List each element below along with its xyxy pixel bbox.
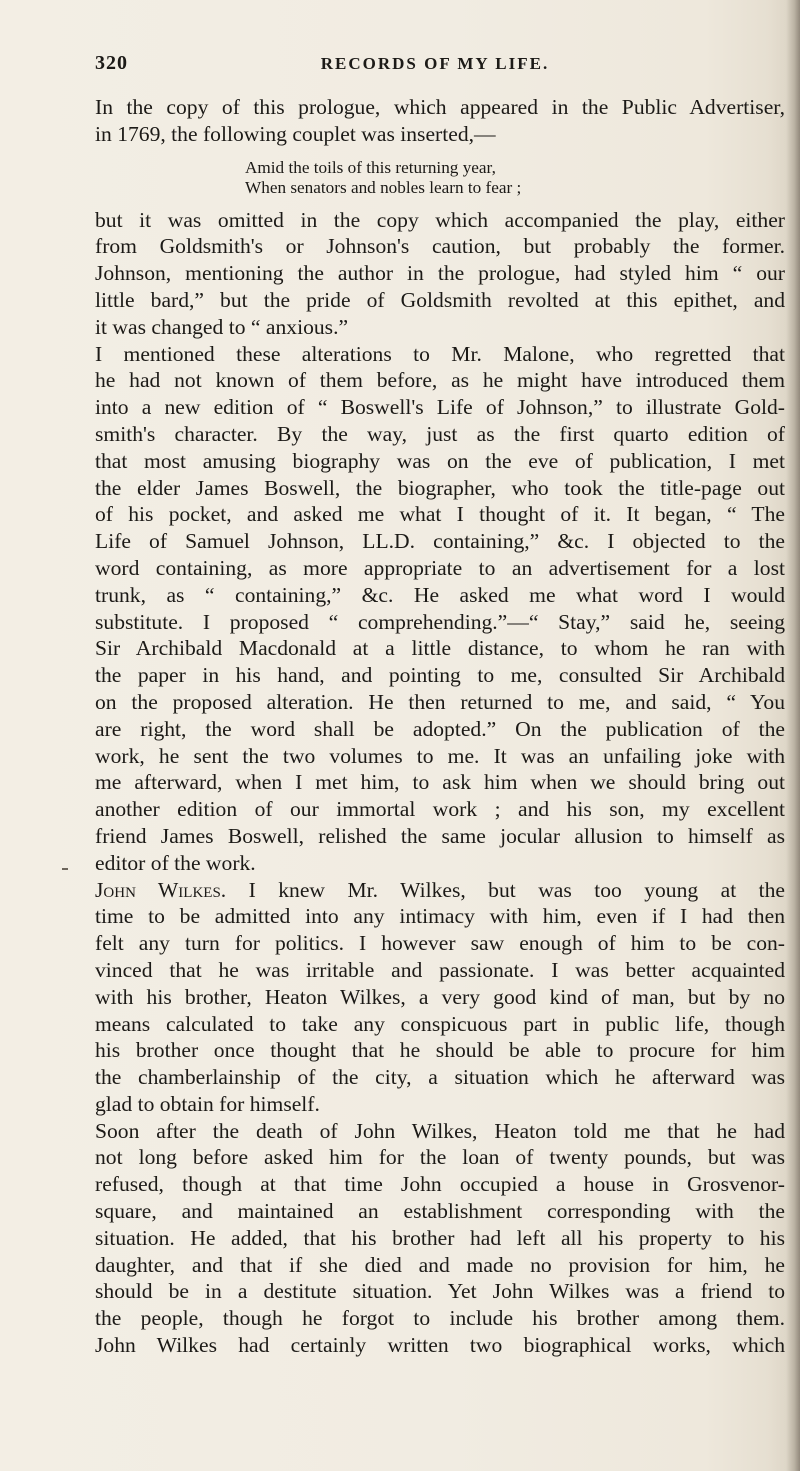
running-head: RECORDS OF MY LIFE.	[320, 54, 550, 73]
verse-line: Amid the toils of this returning year,	[245, 157, 496, 177]
text-line: the elder James Boswell, the biographer, who took the title-page out	[95, 475, 785, 500]
intro-paragraph	[95, 94, 785, 148]
text-line: vinced that he was irritable and passionate. I was better acquainted	[95, 957, 785, 982]
text-line: me afterward, when I met him, to ask him when we should bring out	[95, 770, 785, 795]
page-header	[95, 52, 775, 82]
text-fragment: I knew Mr. Wilkes, but was too young at the	[226, 877, 786, 902]
text-line: on the proposed alteration. He then returned to me, and said, “ You	[95, 689, 785, 714]
text-line: friend James Boswell, relished the same jocular allusion to himself as	[95, 823, 785, 848]
text-line: Johnson, mentioning the author in the prologue, had styled him “ our	[95, 261, 785, 286]
text-line: his brother once thought that he should be able to procure for him	[95, 1038, 785, 1063]
text-line: time to be admitted into any intimacy with him, even if I had then	[95, 904, 785, 929]
text-line: glad to obtain for himself.	[95, 1091, 320, 1116]
text-line: into a new edition of “ Boswell's Life of Johnson,” to illustrate Gold-	[95, 395, 785, 420]
text-line: means calculated to take any conspicuous part in public life, though	[95, 1011, 785, 1036]
text-line: square, and maintained an establishment corresponding with the	[95, 1199, 785, 1224]
body-paragraph	[95, 207, 785, 877]
page-number: 320	[95, 52, 128, 74]
margin-mark	[62, 868, 68, 870]
text-line: editor of the work.	[95, 850, 256, 875]
text-line: with his brother, Heaton Wilkes, a very good kind of man, but by no	[95, 984, 785, 1009]
text-line: little bard,” but the pride of Goldsmith revolted at this epithet, and	[95, 287, 785, 312]
text-line: that most amusing biography was on the eve of publication, I met	[95, 448, 785, 473]
text-line: Life of Samuel Johnson, LL.D. containing,” &c. I objected to the	[95, 529, 785, 554]
text-line: felt any turn for politics. I however saw enough of him to be con-	[95, 931, 785, 956]
text-line: the paper in his hand, and pointing to me, consulted Sir Archibald	[95, 663, 785, 688]
text-line: he had not known of them before, as he might have introduced them	[95, 368, 785, 393]
wilkes-paragraph	[95, 877, 785, 1359]
section-name: John Wilkes.	[95, 877, 227, 902]
text-line: in 1769, the following couplet was inserted,—	[95, 121, 496, 146]
page-edge-shadow	[786, 0, 800, 1471]
text-line: daughter, and that if she died and made no provision for him, he	[95, 1252, 785, 1277]
text-line: smith's character. By the way, just as the first quarto edition of	[95, 421, 785, 446]
text-line: not long before asked him for the loan of twenty pounds, but was	[95, 1145, 785, 1170]
text-line: I mentioned these alterations to Mr. Malone, who regretted that	[95, 341, 785, 366]
text-line: trunk, as “ containing,” &c. He asked me what word I would	[95, 582, 785, 607]
text-line: the chamberlainship of the city, a situation which he afterward was	[95, 1065, 785, 1090]
text-line: word containing, as more appropriate to an advertisement for a lost	[95, 555, 785, 580]
text-line: should be in a destitute situation. Yet John Wilkes was a friend to	[95, 1279, 785, 1304]
text-line: situation. He added, that his brother had left all his property to his	[95, 1225, 785, 1250]
text-line: of his pocket, and asked me what I thought of it. It began, “ The	[95, 502, 785, 527]
text-line: Sir Archibald Macdonald at a little distance, to whom he ran with	[95, 636, 785, 661]
text-line: work, he sent the two volumes to me. It was an unfailing joke with	[95, 743, 785, 768]
text-line: refused, though at that time John occupied a house in Grosvenor-	[95, 1172, 785, 1197]
text-line: it was changed to “ anxious.”	[95, 314, 349, 339]
verse-couplet	[95, 158, 785, 199]
text-block	[95, 94, 785, 1359]
text-line: In the copy of this prologue, which appeared in the Public Advertiser,	[95, 95, 785, 119]
text-line: substitute. I proposed “ comprehending.”—“ Stay,” said he, seeing	[95, 609, 785, 634]
text-line	[95, 877, 785, 904]
text-line: but it was omitted in the copy which accompanied the play, either	[95, 207, 785, 232]
text-line: John Wilkes had certainly written two biographical works, which	[95, 1333, 785, 1358]
text-line: Soon after the death of John Wilkes, Heaton told me that he had	[95, 1118, 785, 1143]
verse-line: When senators and nobles learn to fear ;	[245, 178, 522, 198]
text-line: from Goldsmith's or Johnson's caution, but probably the former.	[95, 234, 785, 259]
text-line: are right, the word shall be adopted.” On the publication of the	[95, 716, 785, 741]
text-line: the people, though he forgot to include his brother among them.	[95, 1306, 785, 1331]
text-line: another edition of our immortal work ; and his son, my excellent	[95, 797, 785, 822]
